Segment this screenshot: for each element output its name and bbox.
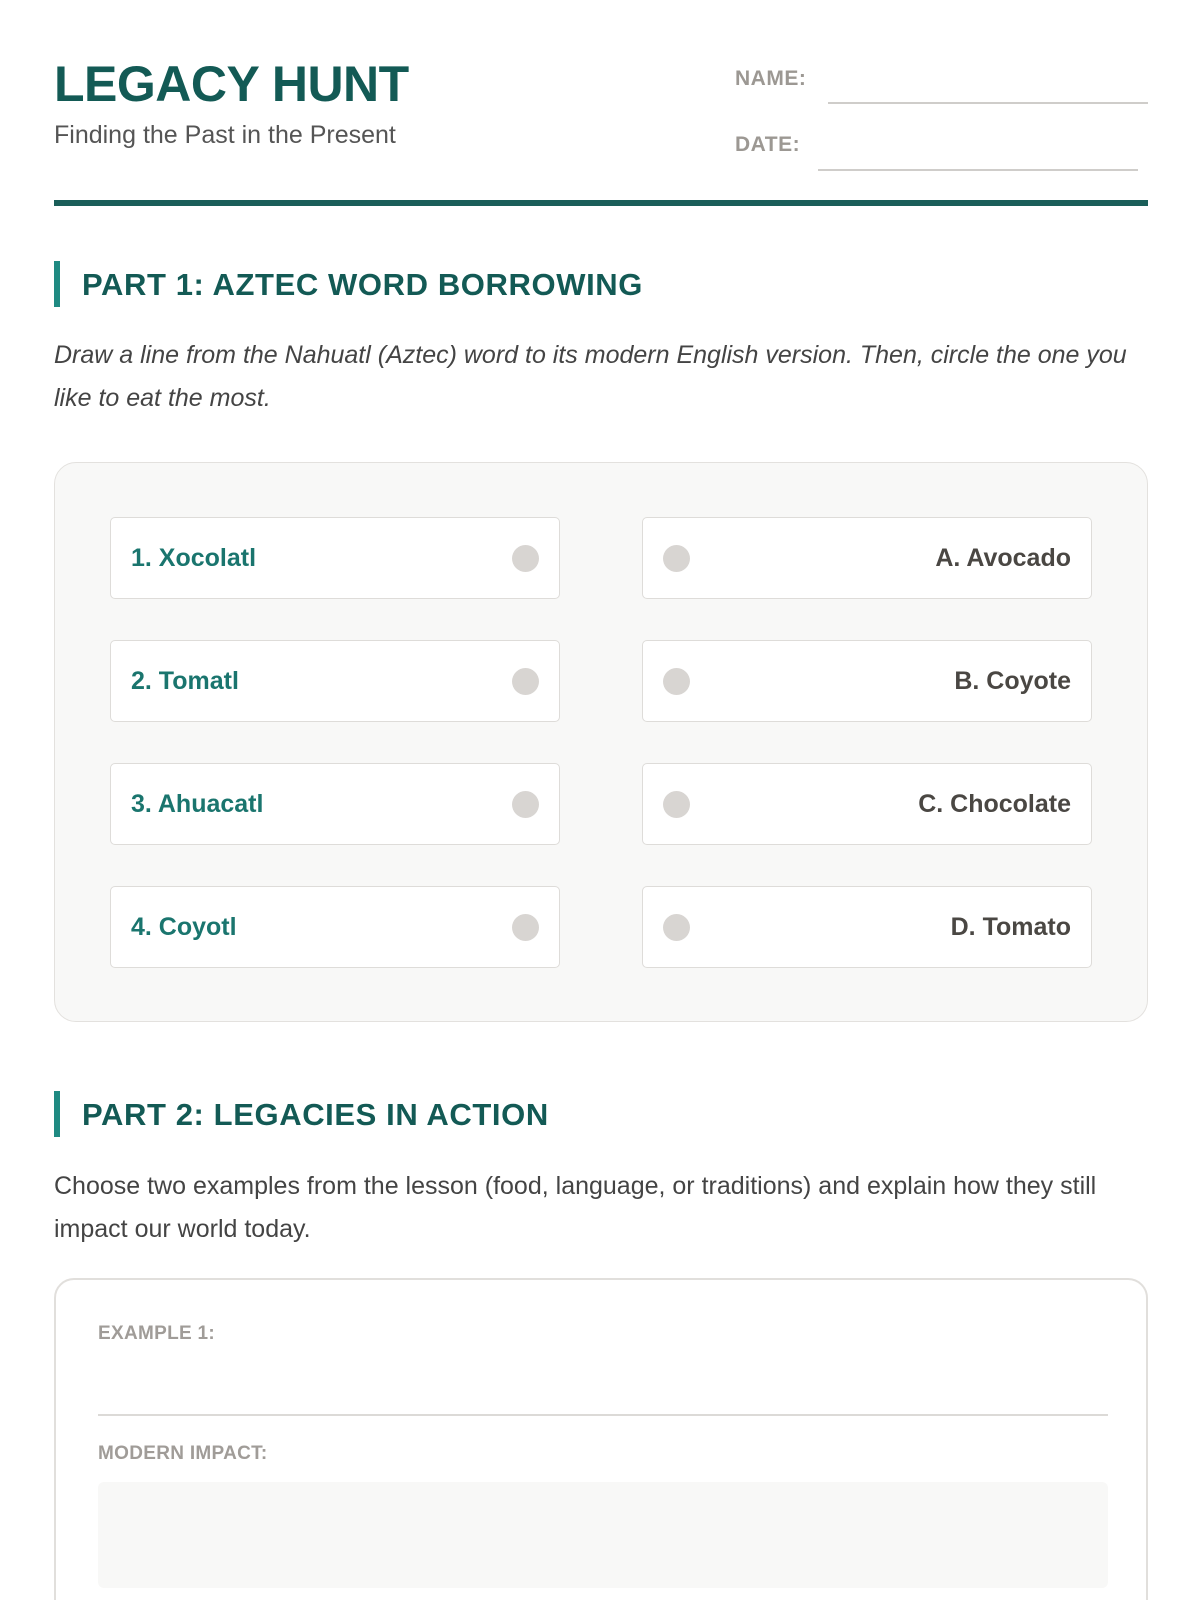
connector-dot[interactable]	[512, 668, 539, 695]
left-word-card[interactable]	[110, 640, 560, 722]
modern-impact-label: MODERN IMPACT:	[98, 1443, 268, 1464]
page-subtitle: Finding the Past in the Present	[54, 121, 396, 149]
page-title: LEGACY HUNT	[54, 56, 409, 112]
right-word-text: C. Chocolate	[918, 790, 1071, 818]
matching-panel	[54, 462, 1148, 1022]
section-accent-bar	[54, 1091, 60, 1137]
part1-instructions: Draw a line from the Nahuatl (Aztec) word to its modern English version. Then, circle the one you like to eat the most.	[54, 341, 1127, 412]
connector-dot[interactable]	[663, 545, 690, 572]
name-field[interactable]	[828, 102, 1148, 104]
left-word-text: 3. Ahuacatl	[131, 790, 264, 818]
section-accent-bar	[54, 261, 60, 307]
right-word-text: B. Coyote	[954, 667, 1071, 695]
header-divider	[54, 200, 1148, 206]
connector-dot[interactable]	[512, 791, 539, 818]
left-word-card[interactable]	[110, 517, 560, 599]
left-word-text: 1. Xocolatl	[131, 544, 257, 572]
connector-dot[interactable]	[663, 668, 690, 695]
answer-box	[54, 1278, 1148, 1600]
right-word-card[interactable]	[642, 640, 1092, 722]
right-word-text: D. Tomato	[950, 913, 1071, 941]
part2-title: PART 2: LEGACIES IN ACTION	[82, 1097, 549, 1132]
right-word-card[interactable]	[642, 886, 1092, 968]
name-label: NAME:	[735, 67, 807, 90]
modern-impact-answer-area[interactable]	[98, 1482, 1108, 1588]
left-word-card[interactable]	[110, 763, 560, 845]
date-label: DATE:	[735, 133, 801, 156]
left-word-text: 4. Coyotl	[131, 913, 237, 941]
part1-heading	[54, 261, 1148, 307]
connector-dot[interactable]	[512, 545, 539, 572]
part2-instructions: Choose two examples from the lesson (food, language, or traditions) and explain how they still impact our world today.	[54, 1172, 1097, 1243]
worksheet-header	[54, 56, 1148, 206]
part2-heading	[54, 1091, 1148, 1137]
part1-title: PART 1: AZTEC WORD BORROWING	[82, 267, 643, 302]
left-word-text: 2. Tomatl	[131, 667, 239, 695]
connector-dot[interactable]	[663, 791, 690, 818]
right-word-card[interactable]	[642, 763, 1092, 845]
example-answer-line[interactable]	[98, 1414, 1108, 1416]
right-word-text: A. Avocado	[935, 544, 1071, 572]
example-label: EXAMPLE 1:	[98, 1323, 216, 1344]
right-word-card[interactable]	[642, 517, 1092, 599]
left-word-card[interactable]	[110, 886, 560, 968]
connector-dot[interactable]	[512, 914, 539, 941]
connector-dot[interactable]	[663, 914, 690, 941]
date-field[interactable]	[818, 169, 1138, 171]
